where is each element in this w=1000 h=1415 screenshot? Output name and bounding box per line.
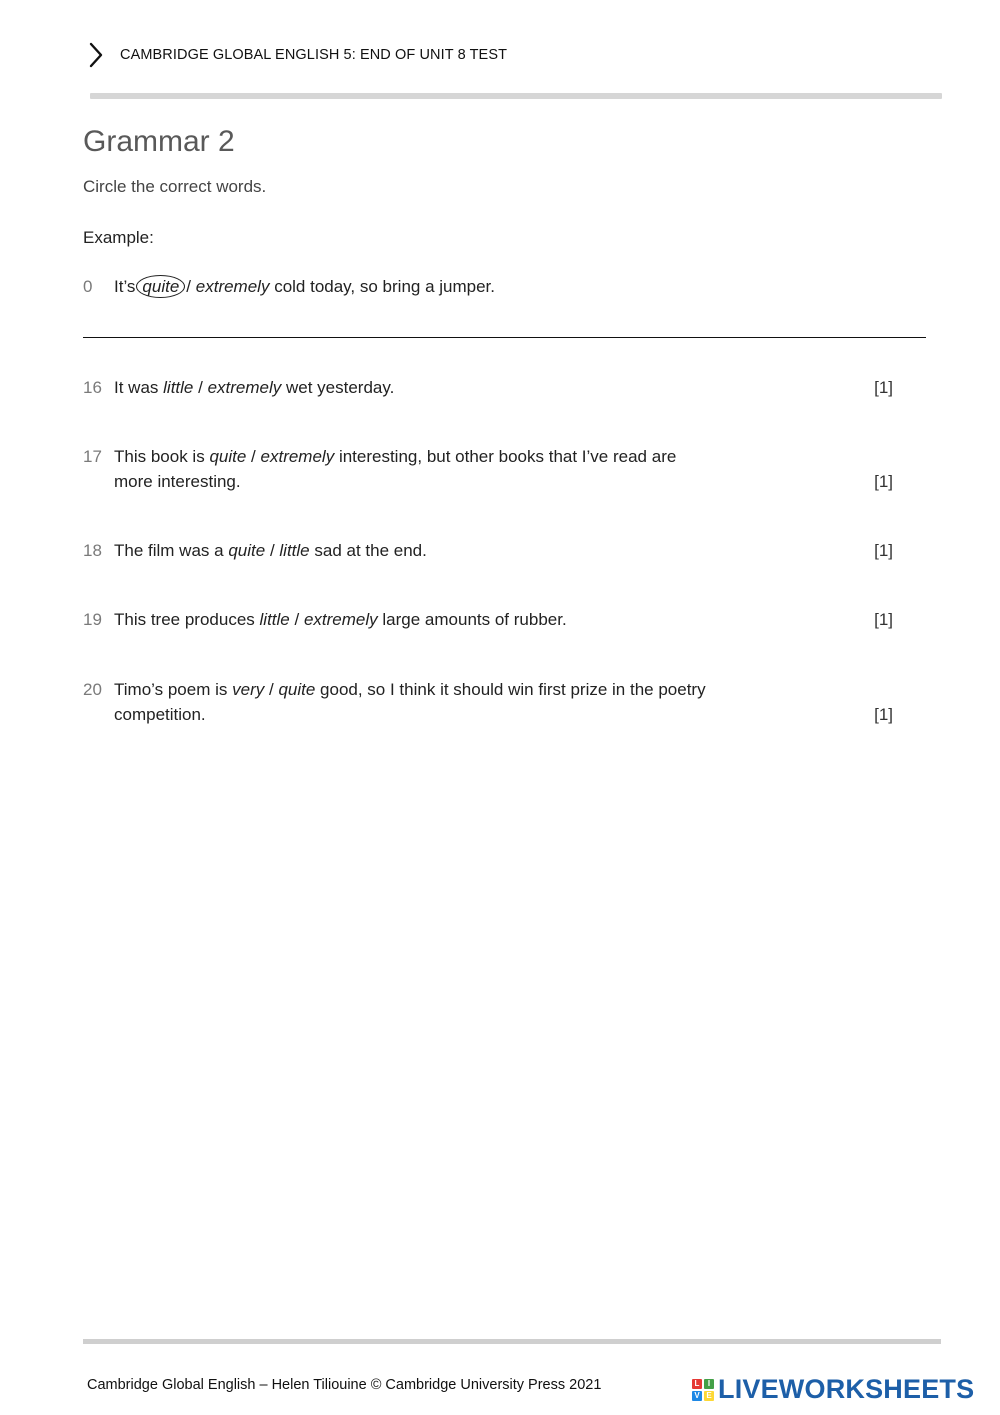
option-2[interactable]: little	[279, 541, 310, 560]
option-2: extremely	[195, 277, 270, 296]
logo-square: L	[692, 1379, 702, 1389]
question-number: 16	[83, 378, 102, 397]
text-after: large amounts of rubber.	[382, 610, 567, 629]
option-2[interactable]: extremely	[207, 378, 282, 397]
slash: /	[198, 378, 203, 397]
text-after: good, so I think it should win first prize in the poetry competition.	[114, 680, 706, 724]
option-1: quite	[142, 277, 180, 296]
section-title: Grammar 2	[83, 125, 235, 158]
question-number: 0	[83, 277, 93, 296]
question-text	[114, 375, 734, 400]
footer-copyright: Cambridge Global English – Helen Tiliouine © Cambridge University Press 2021	[87, 1377, 602, 1393]
chevron-right-icon	[88, 42, 104, 68]
liveworksheets-logo[interactable]	[692, 1374, 974, 1405]
question-18	[83, 538, 893, 563]
mark-label: [1]	[874, 541, 893, 560]
mark-label: [1]	[874, 705, 893, 724]
question-text	[114, 274, 734, 299]
question-number: 18	[83, 541, 102, 560]
slash: /	[268, 680, 274, 699]
text-before: It’s	[114, 277, 136, 296]
slash: /	[269, 541, 275, 560]
slash: /	[251, 447, 256, 466]
question-19	[83, 607, 893, 632]
text-after: sad at the end.	[314, 541, 427, 560]
option-2[interactable]: quite	[278, 680, 316, 699]
text-before: This book is	[114, 447, 205, 466]
logo-text: LIVEWORKSHEETS	[718, 1374, 975, 1404]
mark-label: [1]	[874, 472, 893, 491]
logo-square: V	[692, 1391, 702, 1401]
text-before: The film was a	[114, 541, 224, 560]
question-number: 17	[83, 447, 102, 466]
option-1[interactable]: little	[163, 378, 194, 397]
header-rule	[90, 93, 942, 99]
question-number: 19	[83, 610, 102, 629]
instruction-text: Circle the correct words.	[83, 177, 267, 196]
text-before: This tree produces	[114, 610, 255, 629]
question-text	[114, 677, 714, 727]
mark-label: [1]	[874, 610, 893, 629]
option-1[interactable]: quite	[209, 447, 247, 466]
example-divider	[83, 337, 926, 338]
mark-label: [1]	[874, 378, 893, 397]
footer-rule	[83, 1339, 941, 1344]
logo-square: I	[704, 1379, 714, 1389]
logo-square: E	[704, 1391, 714, 1401]
text-after: wet yesterday.	[286, 378, 395, 397]
text-before: It was	[114, 378, 159, 397]
text-before: Timo’s poem is	[114, 680, 228, 699]
example-label: Example:	[83, 228, 154, 247]
slash: /	[294, 610, 300, 629]
question-17	[83, 444, 893, 494]
question-text	[114, 538, 734, 563]
header-title: CAMBRIDGE GLOBAL ENGLISH 5: END OF UNIT 8 TEST	[120, 47, 508, 63]
question-text	[114, 607, 734, 632]
logo-grid-icon	[692, 1379, 714, 1401]
question-number: 20	[83, 680, 102, 699]
option-1[interactable]: quite	[228, 541, 266, 560]
page-header	[88, 40, 507, 70]
circled-answer	[136, 275, 185, 298]
text-after: interesting, but other books that I’ve read are more interesting.	[114, 447, 677, 491]
option-1[interactable]: very	[232, 680, 265, 699]
option-2[interactable]: extremely	[303, 610, 378, 629]
question-20	[83, 677, 893, 727]
text-after: cold today, so bring a jumper.	[274, 277, 495, 296]
question-16	[83, 375, 893, 400]
slash: /	[186, 277, 192, 296]
option-2[interactable]: extremely	[260, 447, 335, 466]
question-text	[114, 444, 714, 494]
option-1[interactable]: little	[259, 610, 290, 629]
